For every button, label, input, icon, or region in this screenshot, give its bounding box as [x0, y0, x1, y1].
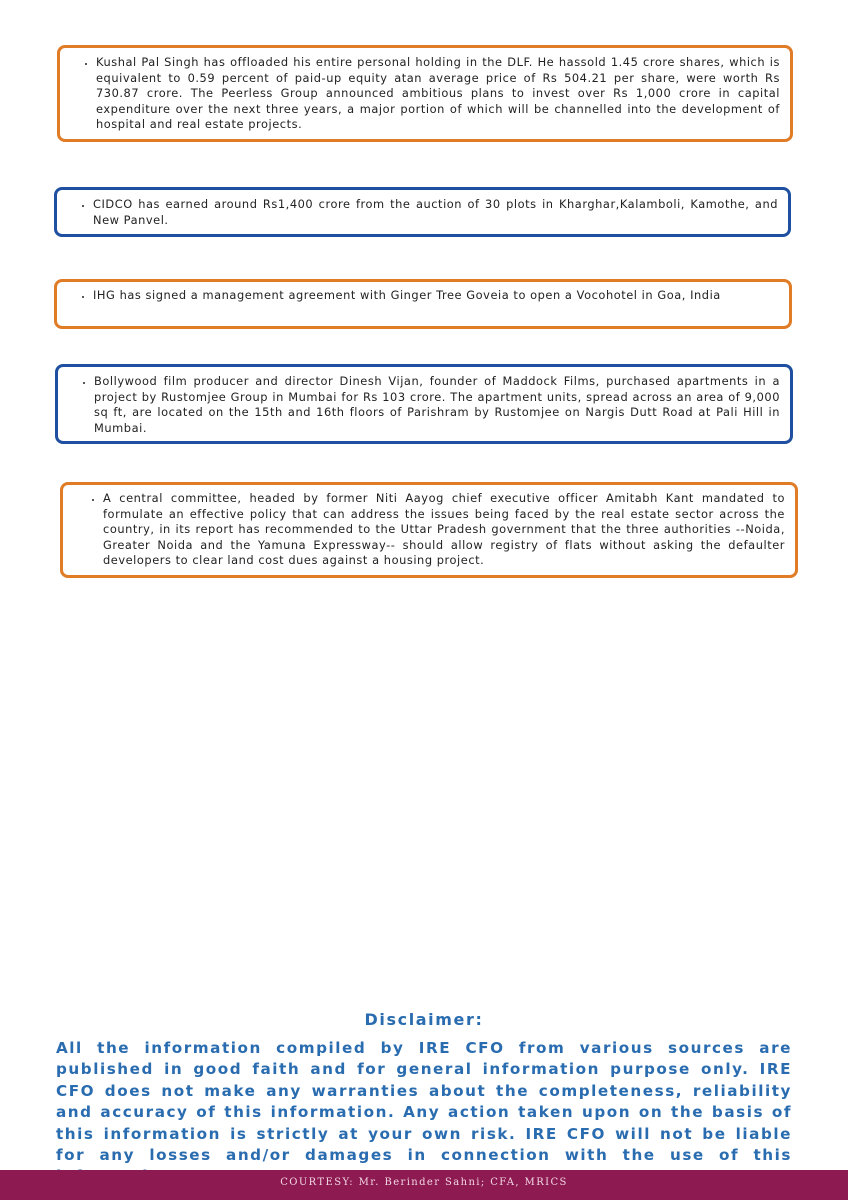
news-item: • CIDCO has earned around Rs1,400 crore from the auction of 30 plots in Kharghar,Kalamboli, Kamothe, and New Panvel. — [93, 197, 778, 228]
footer-bar — [0, 1170, 848, 1200]
news-list — [80, 374, 780, 436]
courtesy-text: COURTESY: Mr. Berinder Sahni; CFA, MRICS — [280, 1176, 568, 1188]
news-list — [79, 197, 778, 228]
news-box-central-committee — [60, 482, 798, 578]
news-box-cidco — [54, 187, 791, 237]
news-box-dinesh-vijan — [55, 364, 793, 444]
news-list — [82, 55, 780, 133]
news-item: • Bollywood film producer and director Dinesh Vijan, founder of Maddock Films, purchased apartments in a project by Rustomjee Group in Mumbai for Rs 103 crore. The apartment units, spread across an area of 9,000 sq ft, are located on the 15th and 16th floors of Parishram by Rustomjee on Nargis Dutt Road at Pali Hill in Mumbai. — [94, 374, 780, 436]
news-item: • Kushal Pal Singh has offloaded his entire personal holding in the DLF. He hassold 1.45 crore shares, which is equivalent to 0.59 percent of paid-up equity atan average price of Rs 504.21 per share, were worth Rs 730.87 crore. The Peerless Group announced ambitious plans to invest over Rs 1,000 crore in capital expenditure over the next three years, a major portion of which will be channelled into the development of hospital and real estate projects. — [96, 55, 780, 133]
news-box-dlf — [57, 45, 793, 142]
news-list — [79, 288, 779, 304]
news-item: • A central committee, headed by former Niti Aayog chief executive officer Amitabh Kant mandated to formulate an effective policy that can address the issues being faced by the real estate sector across the country, in its report has recommended to the Uttar Pradesh government that the three authorities --Noida, Greater Noida and the Yamuna Expressway-- should allow registry of flats without asking the defaulter developers to clear land cost dues against a housing project. — [103, 491, 785, 569]
disclaimer-text: All the information compiled by IRE CFO from various sources are published in good faith and for general information purpose only. IRE CFO does not make any warranties about the completeness, reliability and accuracy of this information. Any action taken upon on the basis of this information is strictly at your own risk. IRE CFO will not be liable for any losses and/or damages in connection with the use of this — [56, 1039, 792, 1165]
news-item: • IHG has signed a management agreement with Ginger Tree Goveia to open a Vocohotel in Goa, India — [93, 288, 779, 304]
news-box-ihg — [54, 279, 792, 329]
disclaimer-title: Disclaimer: — [364, 1010, 484, 1029]
news-list — [89, 491, 785, 569]
